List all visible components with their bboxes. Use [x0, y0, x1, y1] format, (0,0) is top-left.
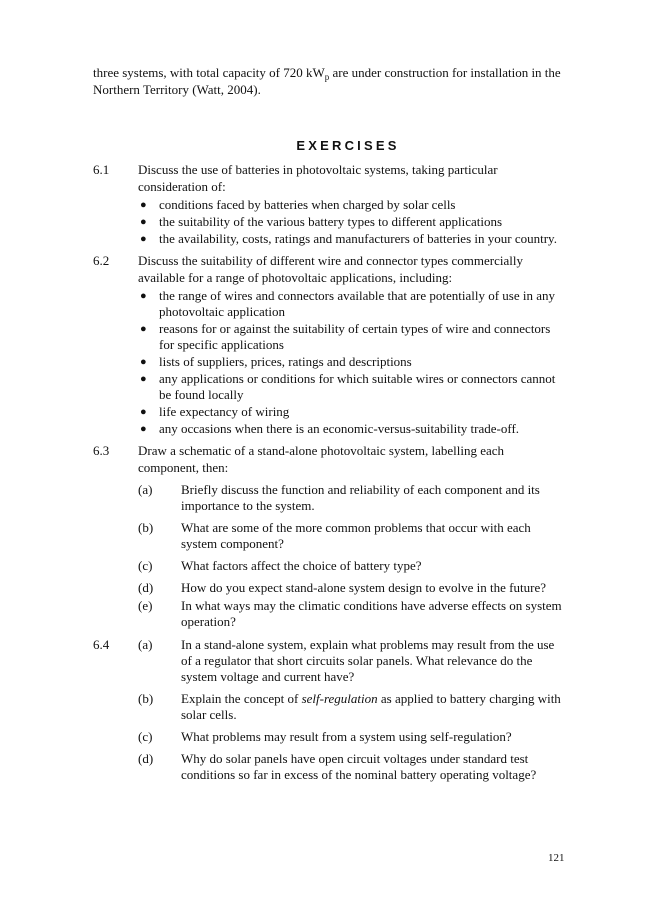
- bullet-text: lists of suppliers, prices, ratings and descriptions: [159, 354, 412, 369]
- exercises-heading: EXERCISES: [296, 138, 400, 153]
- subitem-c: [138, 558, 563, 574]
- page-number: 121: [548, 852, 565, 864]
- subitem-emphasis: self-regulation: [301, 691, 378, 706]
- bullet-text: reasons for or against the suitability of certain types of wire and connectors for specific applications: [159, 321, 551, 352]
- bullet-item: [138, 214, 563, 230]
- subitem-d: [138, 751, 563, 783]
- bullet-icon: ●: [140, 356, 147, 368]
- subitem-letter: (d): [138, 580, 154, 595]
- exercise-6-3: [93, 443, 563, 630]
- exercise-6-4: [93, 637, 563, 783]
- bullet-text: any applications or conditions for which suitable wires or connectors cannot be found locally: [159, 371, 556, 402]
- subitem-text: How do you expect stand-alone system design to evolve in the future?: [181, 580, 546, 595]
- subitem-letter: (c): [138, 558, 153, 573]
- subitem-text-before: Explain the concept of: [181, 691, 302, 706]
- bullet-item: [138, 197, 563, 213]
- exercise-text: Discuss the use of batteries in photovoltaic systems, taking particular consideration of:: [138, 162, 498, 194]
- subitem-letter: (a): [138, 482, 153, 497]
- subitem-text: What problems may result from a system using self-regulation?: [181, 729, 512, 744]
- exercise-6-1: [93, 162, 563, 247]
- bullet-text: life expectancy of wiring: [159, 404, 290, 419]
- bullet-item: [138, 321, 563, 353]
- page-content: [93, 64, 563, 783]
- exercise-number: 6.4: [93, 637, 110, 652]
- subitem-letter: (b): [138, 691, 154, 706]
- bullet-item: [138, 288, 563, 320]
- bullet-text: the range of wires and connectors available that are potentially of use in any photovoltaic application: [159, 288, 555, 319]
- bullet-list: [138, 288, 563, 437]
- bullet-icon: ●: [140, 290, 147, 302]
- bullet-icon: ●: [140, 216, 147, 228]
- subitem-text: Briefly discuss the function and reliability of each component and its importance to the system.: [181, 482, 540, 513]
- bullet-icon: ●: [140, 233, 147, 245]
- intro-text-after: are under construction for installation in the Northern Territory (Watt, 2004).: [93, 65, 561, 97]
- bullet-item: [138, 421, 563, 437]
- bullet-item: [138, 231, 563, 247]
- subitem-text: In what ways may the climatic conditions have adverse effects on system operation?: [181, 598, 562, 629]
- subitem-b: [138, 520, 563, 552]
- subitem-letter: (e): [138, 598, 153, 613]
- intro-subscript: p: [324, 72, 330, 82]
- bullet-item: [138, 371, 563, 403]
- subitem-text: Why do solar panels have open circuit voltages under standard test conditions so far in excess of the nominal battery operating voltage?: [181, 751, 537, 782]
- bullet-item: [138, 354, 563, 370]
- subitem-text: What are some of the more common problems that occur with each system component?: [181, 520, 531, 551]
- bullet-icon: ●: [140, 199, 147, 211]
- subitem-e: [138, 598, 563, 630]
- subitem-a: [138, 637, 563, 685]
- exercise-text: Draw a schematic of a stand-alone photovoltaic system, labelling each component, then:: [138, 443, 505, 475]
- subitem-text: In a stand-alone system, explain what problems may result from the use of a regulator that short circuits solar panels. What relevance do the system voltage and current have?: [181, 637, 555, 684]
- bullet-text: the availability, costs, ratings and manufacturers of batteries in your country.: [159, 231, 557, 246]
- intro-paragraph: [93, 64, 563, 98]
- bullet-text: any occasions when there is an economic-versus-suitability trade-off.: [159, 421, 520, 436]
- subitem-letter: (a): [138, 637, 153, 652]
- bullet-list: [138, 197, 563, 247]
- bullet-text: the suitability of the various battery types to different applications: [159, 214, 503, 229]
- subitem-a: [138, 482, 563, 514]
- subitem-b: [138, 691, 563, 723]
- subitem-text: What factors affect the choice of battery type?: [181, 558, 422, 573]
- bullet-icon: ●: [140, 406, 147, 418]
- exercise-number: 6.1: [93, 162, 110, 177]
- bullet-icon: ●: [140, 373, 147, 385]
- subitem-c: [138, 729, 563, 745]
- bullet-icon: ●: [140, 323, 147, 335]
- bullet-icon: ●: [140, 423, 147, 435]
- bullet-item: [138, 404, 563, 420]
- subitem-letter: (d): [138, 751, 154, 766]
- subitem-letter: (b): [138, 520, 154, 535]
- exercise-number: 6.3: [93, 443, 110, 458]
- bullet-text: conditions faced by batteries when charged by solar cells: [159, 197, 456, 212]
- exercise-number: 6.2: [93, 253, 110, 268]
- exercise-6-2: [93, 253, 563, 437]
- intro-text-before: three systems, with total capacity of 720 kW: [93, 65, 325, 80]
- subitem-d: [138, 580, 563, 596]
- subitem-letter: (c): [138, 729, 153, 744]
- exercise-text: Discuss the suitability of different wire and connector types commercially available for a range of photovoltaic applications, including:: [138, 253, 523, 285]
- subitem-text-after: as applied to battery charging with solar cells.: [181, 691, 561, 722]
